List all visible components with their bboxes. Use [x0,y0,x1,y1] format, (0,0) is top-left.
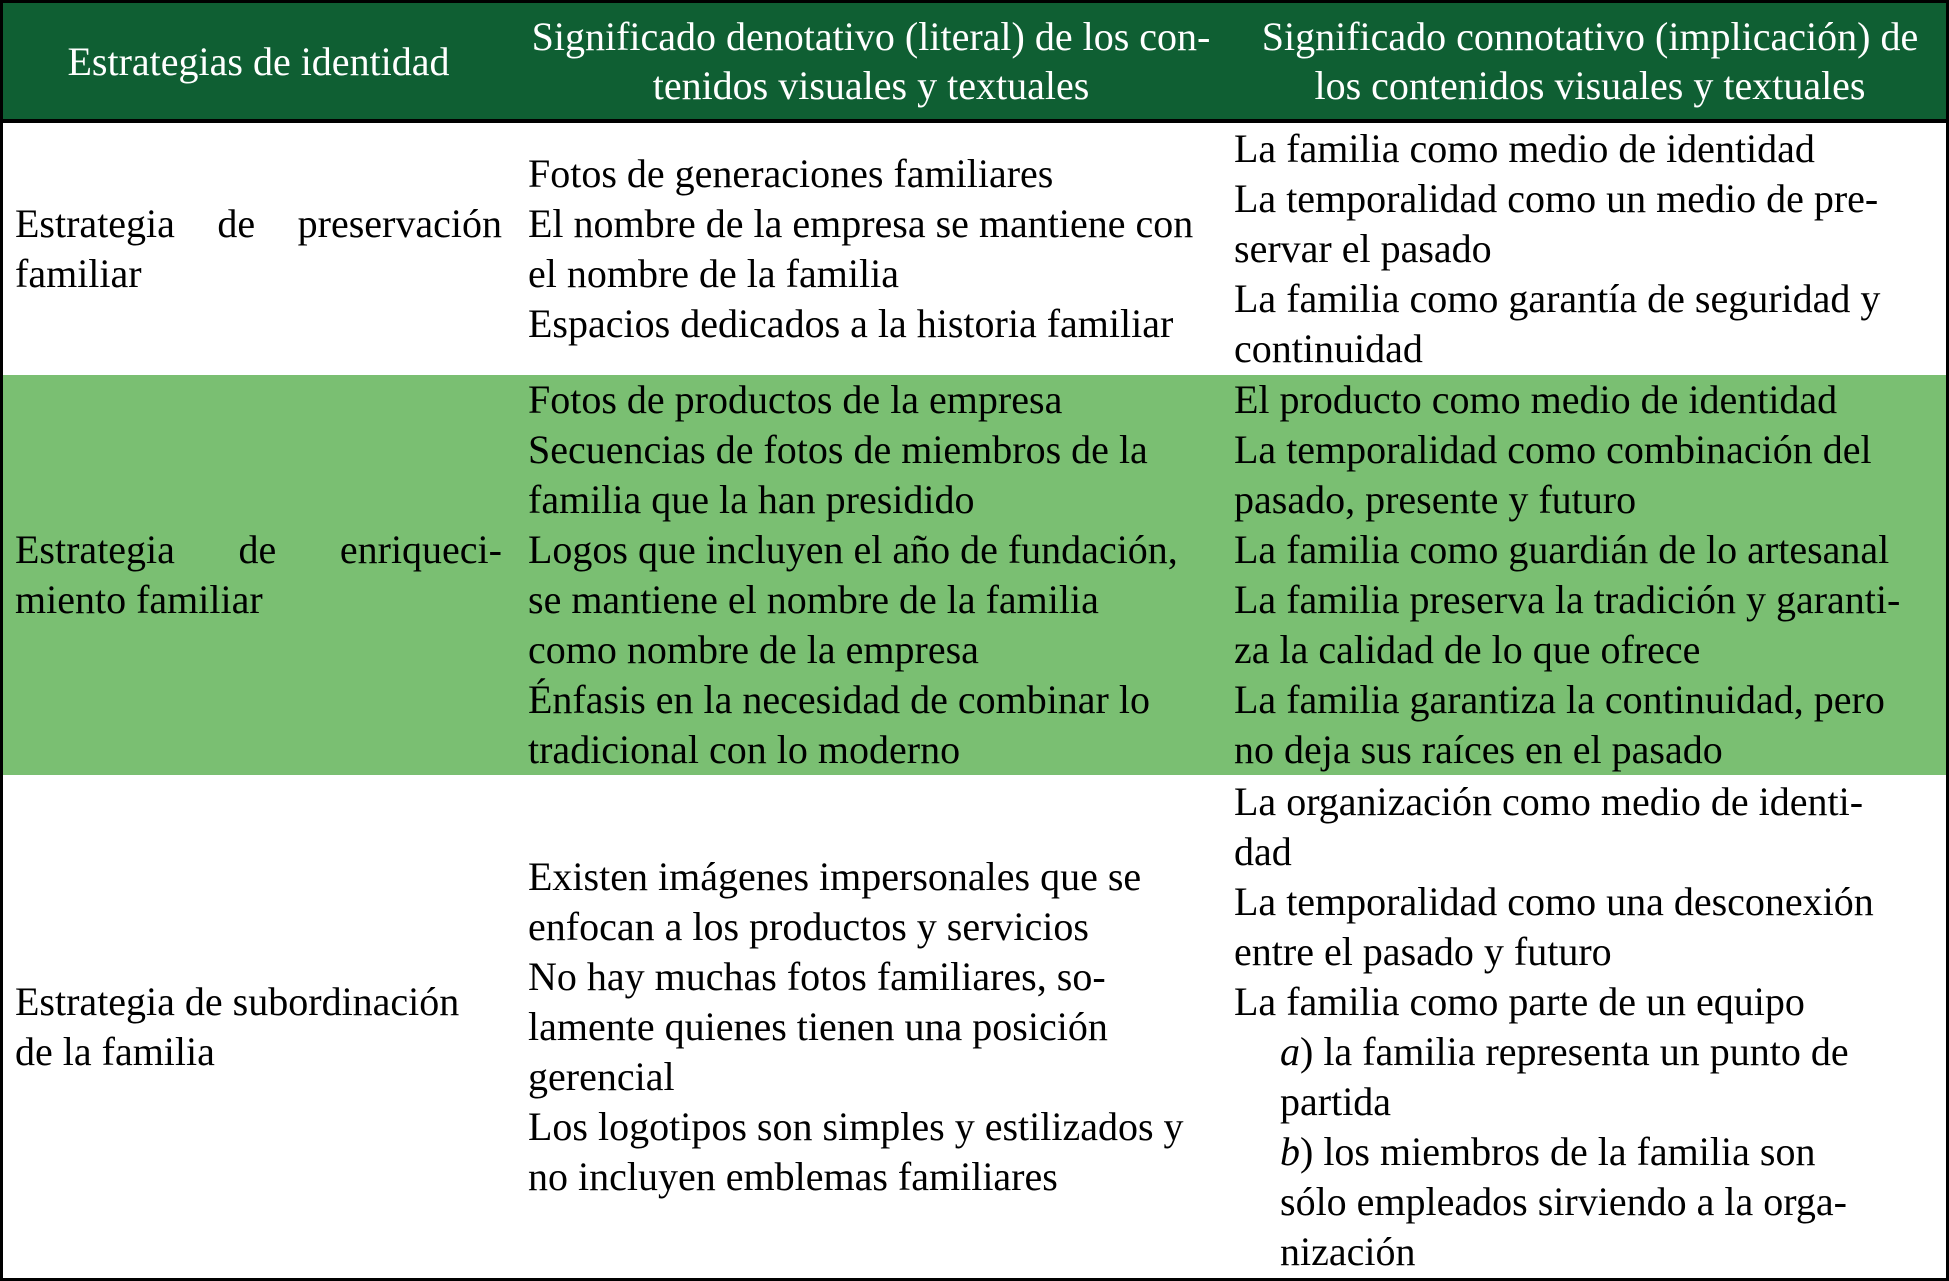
connotative-subitem-line: partida [1280,1079,1392,1124]
connotative-line: La familia como medio de identidad [1234,126,1815,171]
connotative-line: no deja sus raíces en el pasado [1234,727,1723,772]
table-row-subordination [3,775,1946,1279]
header-denotative-line-2: tenidos visuales y textuales [652,63,1090,108]
denotative-line: Secuencias de fotos de miembros de la [528,427,1148,472]
connotative-line: servar el pasado [1234,226,1492,271]
connotative-line: La familia como parte de un equipo [1234,979,1805,1024]
denotative-line: no incluyen emblemas familiares [528,1154,1058,1199]
table-body [3,121,1946,1279]
denotative-line: tradicional con lo moderno [528,727,961,772]
subitem-text: ) la familia representa un punto de [1300,1029,1849,1074]
denotative-cell [514,121,1228,375]
subitem-marker: a [1280,1029,1300,1074]
strategy-line: de la familia [15,1029,215,1074]
connotative-subitem-line [1234,1027,1938,1077]
connotative-subitem-line: sólo empleados sirviendo a la orga- [1280,1179,1847,1224]
connotative-subitem-line [1234,1127,1938,1177]
denotative-line: familia que la han presidido [528,477,975,522]
denotative-line: No hay muchas fotos familiares, so- [528,954,1106,999]
connotative-cell [1228,375,1946,775]
connotative-line: La temporalidad como un medio de pre- [1234,176,1879,221]
connotative-line: La familia garantiza la continuidad, pero [1234,677,1885,722]
connotative-line: La organización como medio de identi- [1234,779,1864,824]
strategy-line: familiar [15,251,142,296]
strategy-cell [3,375,514,775]
denotative-line: Espacios dedicados a la historia familiar [528,301,1174,346]
denotative-line: como nombre de la empresa [528,627,979,672]
connotative-line: El producto como medio de identidad [1234,377,1838,422]
table-header [3,3,1946,121]
denotative-line: Fotos de productos de la empresa [528,377,1063,422]
header-row [3,3,1946,121]
denotative-line: lamente quienes tienen una posición [528,1004,1108,1049]
connotative-line: za la calidad de lo que ofrece [1234,627,1701,672]
connotative-line: La temporalidad como combinación del [1234,427,1872,472]
denotative-line: gerencial [528,1054,675,1099]
table-row-enrichment [3,375,1946,775]
denotative-line: enfocan a los productos y servicios [528,904,1089,949]
denotative-cell [514,375,1228,775]
denotative-line: Existen imágenes impersonales que se [528,854,1142,899]
strategy-line: Estrategia de preservación [15,201,502,246]
connotative-line: pasado, presente y futuro [1234,477,1637,522]
connotative-cell [1228,775,1946,1279]
header-connotative-line-1: Significado connotativo (implicación) de [1261,14,1919,59]
denotative-line: El nombre de la empresa se mantiene con [528,201,1194,246]
subitem-marker: b [1280,1129,1300,1174]
subitem-text: ) los miembros de la familia son [1300,1129,1816,1174]
connotative-line: La familia preserva la tradición y garanti- [1234,577,1901,622]
strategy-line: Estrategia de enriqueci- [15,527,502,572]
header-connotative [1228,3,1946,121]
denotative-line: Los logotipos son simples y estilizados y [528,1104,1184,1149]
connotative-line: La familia como guardián de lo artesanal [1234,527,1890,572]
denotative-line: el nombre de la familia [528,251,899,296]
connotative-line: entre el pasado y futuro [1234,929,1612,974]
connotative-line: La familia como garantía de seguridad y [1234,276,1881,321]
denotative-line: Énfasis en la necesidad de combinar lo [528,677,1150,722]
connotative-line: dad [1234,829,1292,874]
strategy-cell [3,775,514,1279]
connotative-subitem-line: nización [1280,1229,1416,1274]
connotative-line: La temporalidad como una desconexión [1234,879,1874,924]
connotative-line: continuidad [1234,326,1423,371]
header-denotative [514,3,1228,121]
denotative-line: Fotos de generaciones familiares [528,151,1054,196]
strategy-line: Estrategia de subordinación [15,979,460,1024]
header-strategies-line: Estrategias de identidad [67,38,450,84]
strategy-line: miento familiar [15,577,263,622]
header-strategies [3,3,514,121]
identity-strategies-table [3,3,1946,1279]
strategy-cell [3,121,514,375]
table-row-preservation [3,121,1946,375]
denotative-line: Logos que incluyen el año de fundación, [528,527,1178,572]
header-denotative-line-1: Significado denotativo (literal) de los con- [531,14,1211,59]
header-connotative-line-2: los contenidos visuales y textuales [1314,63,1866,108]
connotative-cell [1228,121,1946,375]
denotative-cell [514,775,1228,1279]
denotative-line: se mantiene el nombre de la familia [528,577,1099,622]
